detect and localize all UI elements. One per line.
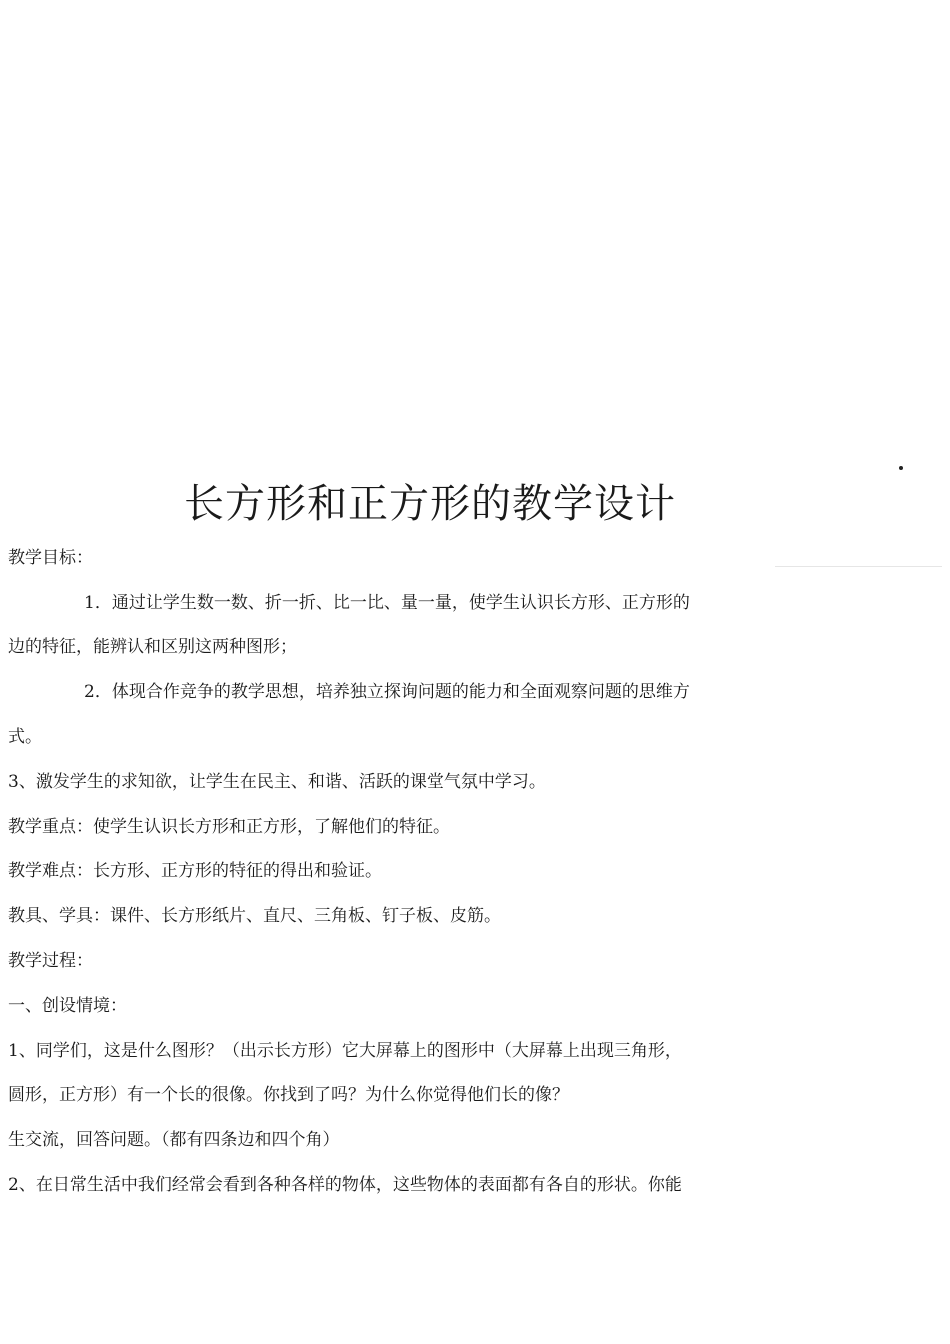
section-heading-objectives: 教学目标： — [8, 548, 93, 568]
teaching-aids: 教具、学具：课件、长方形纸片、直尺、三角板、钉子板、皮筋。 — [8, 906, 501, 926]
step-1-heading: 一、创设情境： — [8, 996, 127, 1016]
corner-dot — [899, 466, 903, 470]
objective-3: 3、激发学生的求知欲，让学生在民主、和谐、活跃的课堂气氛中学习。 — [8, 772, 546, 792]
difficult-points: 教学难点：长方形、正方形的特征的得出和验证。 — [8, 861, 382, 881]
student-response: 生交流，回答问题。（都有四条边和四个角） — [8, 1130, 340, 1150]
section-heading-process: 教学过程： — [8, 951, 93, 971]
objective-1-line-2: 边的特征，能辨认和区别这两种图形； — [8, 637, 297, 657]
document-title: 长方形和正方形的教学设计 — [184, 481, 676, 527]
step-1-item-1-line-1: 1、同学们，这是什么图形？（出示长方形）它大屏幕上的图形中（大屏幕上出现三角形， — [8, 1041, 682, 1061]
objective-2-line-1: 2．体现合作竞争的教学思想，培养独立探询问题的能力和全面观察问题的思维方 — [84, 682, 690, 702]
key-points: 教学重点：使学生认识长方形和正方形，了解他们的特征。 — [8, 817, 450, 837]
step-1-item-2-line-1: 2、在日常生活中我们经常会看到各种各样的物体，这些物体的表面都有各自的形状。你能 — [8, 1175, 682, 1195]
divider-line — [775, 566, 942, 567]
step-1-item-1-line-2: 圆形，正方形）有一个长的很像。你找到了吗？为什么你觉得他们长的像？ — [8, 1085, 569, 1105]
objective-1-line-1: 1．通过让学生数一数、折一折、比一比、量一量，使学生认识长方形、正方形的 — [84, 593, 690, 613]
objective-2-line-2: 式。 — [8, 727, 42, 747]
